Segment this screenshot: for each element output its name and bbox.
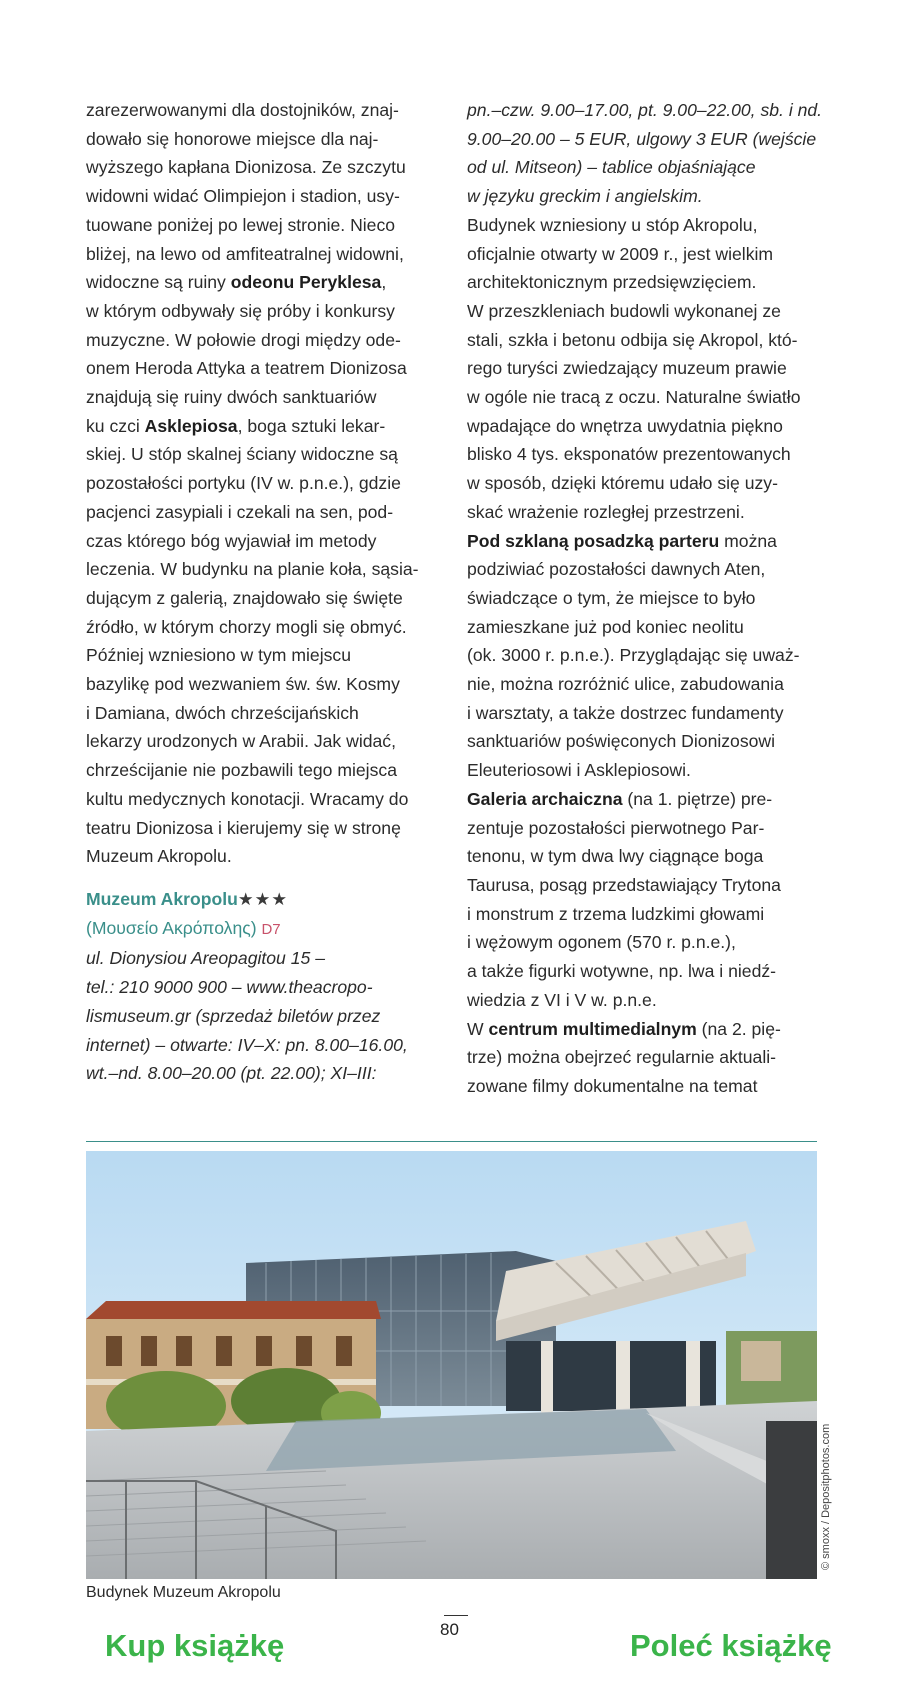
text-line: [86, 412, 444, 441]
museum-info-line: pn.–czw. 9.00–17.00, pt. 9.00–22.00, sb. i nd.: [467, 100, 823, 120]
text-line: lekarzy urodzonych w Arabii. Jak widać,: [86, 731, 396, 752]
text-line: sanktuariów poświęconych Dionizosowi: [467, 731, 776, 752]
text-line: w sposób, dzięki któremu udało się uzy-: [467, 473, 778, 494]
text-line: [467, 1015, 827, 1044]
right-column: [467, 96, 827, 1101]
text-line: dującym z galerią, znajdowało się święte: [86, 587, 403, 608]
text-line: widowni widać Olimpiejon i stadion, usy-: [86, 186, 400, 207]
text-line: i monstrum z trzema ludzkimi głowami: [467, 903, 765, 924]
text-run: W: [467, 1018, 489, 1039]
text-line: stali, szkła i betonu odbija się Akropol, któ-: [467, 329, 798, 350]
text-run: ku czci: [86, 415, 145, 436]
text-line: W przeszkleniach budowli wykonanej ze: [467, 300, 781, 321]
text-line: Eleuteriosowi i Asklepiosowi.: [467, 760, 691, 781]
text-line: w którym odbywały się próby i konkursy: [86, 300, 395, 321]
left-para-1: [86, 96, 444, 871]
text-line: Muzeum Akropolu.: [86, 846, 232, 867]
page-number: 80: [440, 1620, 459, 1639]
text-line: znajdują się ruiny dwóch sanktuariów: [86, 387, 377, 408]
text-line: kultu medycznych konotacji. Wracamy do: [86, 788, 409, 809]
text-line: i Damiana, dwóch chrześcijańskich: [86, 702, 359, 723]
text-line: teatru Dionizosa i kierujemy się w stronę: [86, 817, 401, 838]
text-line: bazylikę pod wezwaniem św. św. Kosmy: [86, 674, 400, 695]
term-archaic-gallery: Galeria archaiczna: [467, 788, 623, 809]
text-line: wpadające do wnętrza uwydatnia piękno: [467, 415, 783, 436]
text-line: podziwiać pozostałości dawnych Aten,: [467, 559, 766, 580]
text-line: skiej. U stóp skalnej ściany widoczne są: [86, 444, 398, 465]
text-line: a także figurki wotywne, np. lwa i niedź-: [467, 961, 777, 982]
text-line: oficjalnie otwarty w 2009 r., jest wielkim: [467, 243, 774, 264]
map-grid-reference: D7: [261, 920, 281, 938]
text-line: onem Heroda Attyka a teatrem Dionizosa: [86, 358, 407, 379]
page-number-rule: [444, 1615, 468, 1616]
text-line: i wężowym ogonem (570 r. p.n.e.),: [467, 932, 736, 953]
photo-credit: © smoxx / Depositphotos.com: [820, 1423, 832, 1570]
text-line: pozostałości portyku (IV w. p.n.e.), gdzie: [86, 473, 401, 494]
buy-book-link[interactable]: Kup książkę: [105, 1628, 285, 1663]
text-line: świadczące o tym, że miejsce to było: [467, 587, 756, 608]
museum-greek-name: (Μουσείο Ακρόπολης): [86, 917, 257, 938]
museum-heading: [86, 885, 444, 914]
text-line: (ok. 3000 r. p.n.e.). Przyglądając się uważ-: [467, 645, 800, 666]
text-line: zarezerwowanymi dla dostojników, znaj-: [86, 100, 399, 120]
text-line: bliżej, na lewo od amfiteatralnej widowni,: [86, 243, 404, 264]
text-line: blisko 4 tys. eksponatów prezentowanych: [467, 444, 791, 465]
term-odeon-perykles: odeonu Peryklesa: [230, 272, 382, 293]
museum-info-line: tel.: 210 9000 900 – www.theacropo-: [86, 977, 373, 998]
text-run: można: [719, 530, 777, 551]
museum-info-line: internet) – otwarte: IV–X: pn. 8.00–16.00,: [86, 1034, 408, 1055]
text-line: [467, 527, 827, 556]
text-line: leczenia. W budynku na planie koła, sąsia-: [86, 559, 419, 580]
recommend-book-link[interactable]: Poleć książkę: [630, 1628, 832, 1663]
text-line: zowane filmy dokumentalne na temat: [467, 1075, 758, 1096]
text-line: chrześcijanie nie pozbawili tego miejsca: [86, 760, 397, 781]
text-line: pacjenci zasypiali i czekali na sen, pod-: [86, 501, 394, 522]
text-run: ,: [381, 272, 387, 293]
text-line: czas którego bóg wyjawiał im metody: [86, 530, 377, 551]
text-line: tuowane poniżej po lewej stronie. Nieco: [86, 214, 396, 235]
rating-stars-icon: ★★★: [237, 888, 289, 909]
text-run: , boga sztuki lekar-: [237, 415, 386, 436]
text-line: wyższego kapłana Dionizosa. Ze szczytu: [86, 157, 406, 178]
museum-info-line: 9.00–20.00 – 5 EUR, ulgowy 3 EUR (wejście: [467, 128, 817, 149]
museum-info-line: lismuseum.gr (sprzedaż biletów przez: [86, 1005, 381, 1026]
text-line: Później wzniesiono w tym miejscu: [86, 645, 351, 666]
text-line: [467, 785, 827, 814]
text-line: w ogóle nie tracą z oczu. Naturalne światło: [467, 387, 801, 408]
text-line: rego turyści zwiedzający muzeum prawie: [467, 358, 787, 379]
text-line: trze) można obejrzeć regularnie aktuali-: [467, 1047, 777, 1068]
spacer: [86, 871, 444, 885]
text-line: zamieszkane już pod koniec neolitu: [467, 616, 744, 637]
text-line: wiedzia z VI i V w. p.n.e.: [467, 989, 657, 1010]
museum-entry: [86, 885, 444, 1088]
museum-info-line: od ul. Mitseon) – tablice objaśniające: [467, 157, 756, 178]
text-line: architektonicznym przedsięwzięciem.: [467, 272, 757, 293]
museum-info-line: wt.–nd. 8.00–20.00 (pt. 22.00); XI–III:: [86, 1063, 377, 1084]
text-line: skać wrażenie rozległej przestrzeni.: [467, 501, 745, 522]
text-line: Budynek wzniesiony u stóp Akropolu,: [467, 214, 758, 235]
text-line: zentuje pozostałości pierwotnego Par-: [467, 817, 765, 838]
text-line: źródło, w którym chorzy mogli się obmyć.: [86, 616, 407, 637]
text-line: dowało się honorowe miejsce dla naj-: [86, 128, 379, 149]
photo-caption: Budynek Muzeum Akropolu: [86, 1584, 281, 1601]
museum-name: Muzeum Akropolu: [86, 888, 238, 909]
text-run: widoczne są ruiny: [86, 272, 231, 293]
text-line: muzyczne. W połowie drogi między ode-: [86, 329, 401, 350]
museum-info-line: w języku greckim i angielskim.: [467, 186, 703, 207]
museum-building-illustration: [86, 1151, 817, 1579]
text-line: tenonu, w tym dwa lwy ciągnące boga: [467, 846, 764, 867]
term-multimedia-center: centrum multimedialnym: [488, 1018, 697, 1039]
left-column: [86, 96, 444, 1088]
museum-info-line: ul. Dionysiou Areopagitou 15 –: [86, 948, 325, 969]
text-run: (na 2. pię-: [696, 1018, 781, 1039]
text-line: [86, 268, 444, 297]
text-line: i warsztaty, a także dostrzec fundamenty: [467, 702, 784, 723]
text-line: Taurusa, posąg przedstawiający Trytona: [467, 874, 781, 895]
term-asklepios: Asklepiosa: [144, 415, 238, 436]
text-run: (na 1. piętrze) pre-: [622, 788, 773, 809]
museum-photo: [86, 1151, 817, 1579]
museum-greek-line: [86, 914, 444, 945]
term-glass-floor: Pod szklaną posadzką parteru: [467, 530, 720, 551]
section-divider: [86, 1141, 817, 1142]
text-line: nie, można rozróżnić ulice, zabudowania: [467, 674, 784, 695]
